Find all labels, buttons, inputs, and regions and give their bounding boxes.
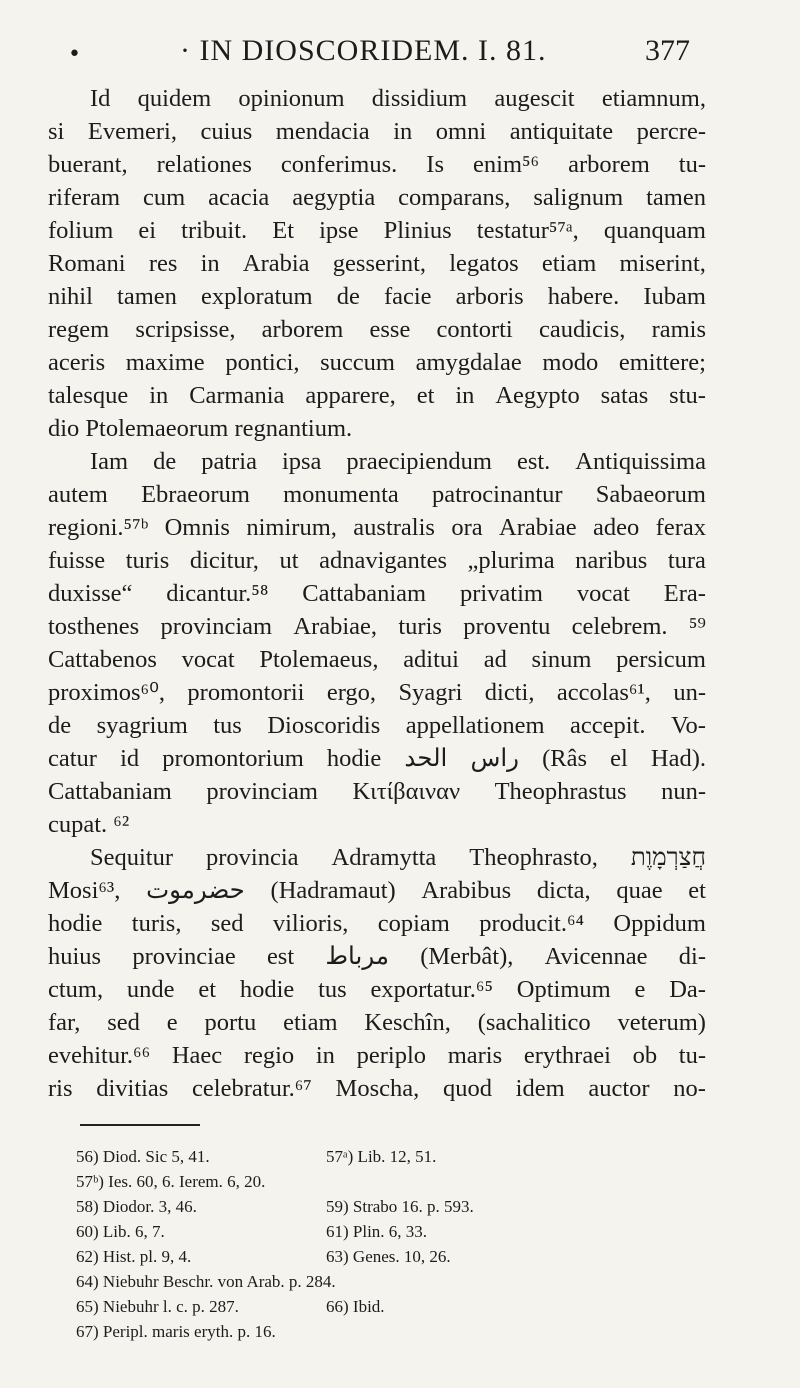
text-line: hodie turis, sed vilioris, copiam producit.⁶⁴ Oppidum [48,910,706,937]
text-line: Cattabaniam provinciam Κιτίβαιναν Theophrastus nun- [48,778,706,805]
text-line: folium ei tribuit. Et ipse Plinius testatur⁵⁷ᵃ, quanquam [48,217,706,244]
running-title: · IN DIOSCORIDEM. I. 81. [180,34,547,67]
footnote-line [76,1244,636,1269]
footnote-entry: 65) Niebuhr l. c. p. 287. [76,1297,239,1316]
text-line: Cattabenos vocat Ptolemaeus, aditui ad sinum persicum [48,646,706,673]
text-line: si Evemeri, cuius mendacia in omni antiquitate percre- [48,118,706,145]
text-line: riferam cum acacia aegyptia comparans, salignum tamen [48,184,706,211]
footnote-entry: 57ᵇ) Ies. 60, 6. Ierem. 6, 20. [76,1172,266,1191]
footnotes [76,1144,636,1344]
footnote-entry: 58) Diodor. 3, 46. [76,1197,197,1216]
text-line: Romani res in Arabia gesserint, legatos etiam miserint, [48,250,706,277]
text-line: regioni.⁵⁷ᵇ Omnis nimirum, australis ora Arabiae adeo ferax [48,514,706,541]
footnote-entry: 57ᵃ) Lib. 12, 51. [326,1147,437,1166]
footnote-line [76,1294,636,1319]
footnote-line [76,1144,636,1169]
footnote-line [76,1269,636,1294]
footnote-entry: 61) Plin. 6, 33. [326,1222,428,1241]
footnote-line [76,1194,636,1219]
footnote-entry: 67) Peripl. maris eryth. p. 16. [76,1322,276,1341]
text-line: autem Ebraeorum monumenta patrocinantur Sabaeorum [48,481,706,508]
text-line: duxisse“ dicantur.⁵⁸ Cattabaniam privatim vocat Era- [48,580,706,607]
text-line: aceris maxime pontici, succum amygdalae modo emittere; [48,349,706,376]
header-mark: • [68,42,81,67]
text-line: nihil tamen exploratum de facie arboris habere. Iubam [48,283,706,310]
text-line: Sequitur provincia Adramytta Theophrasto, חֲצַרְמָוֶת [90,844,706,871]
footnote-entry: 66) Ibid. [326,1297,385,1316]
text-line: Id quidem opinionum dissidium augescit etiamnum, [90,85,706,112]
text-line: ctum, unde et hodie tus exportatur.⁶⁵ Optimum e Da- [48,976,706,1003]
text-line: Iam de patria ipsa praecipiendum est. Antiquissima [90,448,706,475]
footnote-line [76,1219,636,1244]
running-header [60,34,700,74]
text-line: dio Ptolemaeorum regnantium. [48,415,353,442]
footnote-entry: 60) Lib. 6, 7. [76,1222,165,1241]
footnote-rule [80,1124,200,1126]
text-line: de syagrium tus Dioscoridis appellationem accepit. Vo- [48,712,706,739]
text-line: huius provinciae est مرباط (Merbât), Avicennae di- [48,943,706,970]
text-line: tosthenes provinciam Arabiae, turis proventu celebrem. ⁵⁹ [48,613,706,640]
page-number: 377 [645,34,690,67]
text-line: fuisse turis dicitur, ut adnavigantes „plurima naribus tura [48,547,706,574]
text-line: evehitur.⁶⁶ Haec regio in periplo maris erythraei ob tu- [48,1042,706,1069]
text-line: regem scripsisse, arborem esse contorti caudicis, ramis [48,316,706,343]
text-line: catur id promontorium hodie الحد راس (Râs el Had). [48,745,706,772]
text-line: ris divitias celebratur.⁶⁷ Moscha, quod idem auctor no- [48,1075,706,1102]
footnote-line [76,1319,636,1344]
footnote-entry: 62) Hist. pl. 9, 4. [76,1247,192,1266]
footnote-entry: 63) Genes. 10, 26. [326,1247,451,1266]
text-line: far, sed e portu etiam Keschîn, (sachalitico veterum) [48,1009,706,1036]
footnote-entry: 59) Strabo 16. p. 593. [326,1197,474,1216]
text-line: talesque in Carmania apparere, et in Aegypto satas stu- [48,382,706,409]
footnote-entry: 64) Niebuhr Beschr. von Arab. p. 284. [76,1272,336,1291]
footnote-entry: 56) Diod. Sic 5, 41. [76,1147,210,1166]
text-line: buerant, relationes conferimus. Is enim⁵⁶ arborem tu- [48,151,706,178]
text-line: Mosi⁶³, حضرموت (Hadramaut) Arabibus dicta, quae et [48,877,706,904]
text-line: proximos⁶⁰, promontorii ergo, Syagri dicti, accolas⁶¹, un- [48,679,706,706]
footnote-line [76,1169,636,1194]
text-line: cupat. ⁶² [48,811,130,838]
main-text [48,82,706,1105]
